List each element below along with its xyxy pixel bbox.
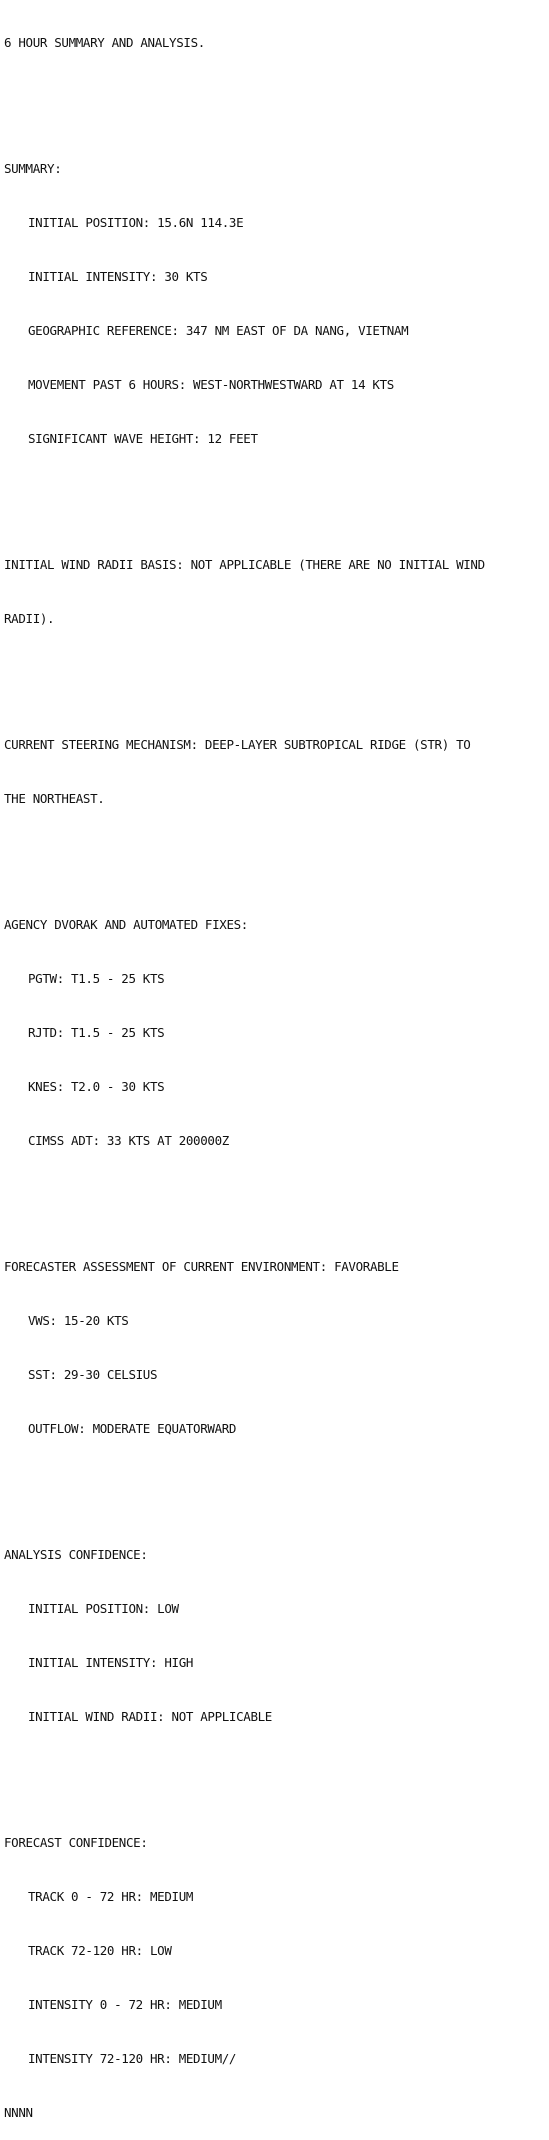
fix-rjtd: RJTD: T1.5 - 25 KTS xyxy=(28,1025,165,1040)
environment-vws: VWS: 15-20 KTS xyxy=(28,1313,129,1328)
environment-outflow: OUTFLOW: MODERATE EQUATORWARD xyxy=(28,1421,237,1436)
fix-knes: KNES: T2.0 - 30 KTS xyxy=(28,1079,165,1094)
forecast-intensity-0-72: INTENSITY 0 - 72 HR: MEDIUM xyxy=(28,1997,222,2012)
blank-line xyxy=(4,1762,485,1780)
fix-pgtw: PGTW: T1.5 - 25 KTS xyxy=(28,971,165,986)
steering-line-1: CURRENT STEERING MECHANISM: DEEP-LAYER SUBTROPICAL RIDGE (STR) TO xyxy=(4,737,471,752)
wind-radii-line-2: RADII). xyxy=(4,611,55,626)
analysis-confidence-intensity: INITIAL INTENSITY: HIGH xyxy=(28,1655,194,1670)
blank-line xyxy=(4,1474,485,1492)
analysis-confidence-heading: ANALYSIS CONFIDENCE: xyxy=(4,1547,148,1562)
blank-line xyxy=(4,1186,485,1204)
wind-radii-line-1: INITIAL WIND RADII BASIS: NOT APPLICABLE (THERE ARE NO INITIAL WIND xyxy=(4,557,485,572)
bulletin-footer: NNNN xyxy=(4,2105,33,2120)
summary-wave-height: SIGNIFICANT WAVE HEIGHT: 12 FEET xyxy=(28,431,258,446)
summary-initial-intensity: INITIAL INTENSITY: 30 KTS xyxy=(28,269,208,284)
environment-sst: SST: 29-30 CELSIUS xyxy=(28,1367,158,1382)
summary-geographic-reference: GEOGRAPHIC REFERENCE: 347 NM EAST OF DA NANG, VIETNAM xyxy=(28,323,409,338)
forecast-intensity-72-120: INTENSITY 72-120 HR: MEDIUM// xyxy=(28,2051,237,2066)
summary-movement: MOVEMENT PAST 6 HOURS: WEST-NORTHWESTWARD AT 14 KTS xyxy=(28,377,394,392)
bulletin-header: 6 HOUR SUMMARY AND ANALYSIS. xyxy=(4,35,205,50)
analysis-confidence-position: INITIAL POSITION: LOW xyxy=(28,1601,179,1616)
forecast-confidence-heading: FORECAST CONFIDENCE: xyxy=(4,1835,148,1850)
analysis-confidence-wind-radii: INITIAL WIND RADII: NOT APPLICABLE xyxy=(28,1709,272,1724)
blank-line xyxy=(4,844,485,862)
blank-line xyxy=(4,88,485,106)
forecast-track-72-120: TRACK 72-120 HR: LOW xyxy=(28,1943,172,1958)
blank-line xyxy=(4,664,485,682)
summary-heading: SUMMARY: xyxy=(4,161,62,176)
bulletin-text xyxy=(4,0,485,2140)
environment-heading: FORECASTER ASSESSMENT OF CURRENT ENVIRONMENT: FAVORABLE xyxy=(4,1259,399,1274)
blank-line xyxy=(4,484,485,502)
forecast-track-0-72: TRACK 0 - 72 HR: MEDIUM xyxy=(28,1889,194,1904)
fixes-heading: AGENCY DVORAK AND AUTOMATED FIXES: xyxy=(4,917,248,932)
fix-cimss-adt: CIMSS ADT: 33 KTS AT 200000Z xyxy=(28,1133,229,1148)
steering-line-2: THE NORTHEAST. xyxy=(4,791,105,806)
summary-initial-position: INITIAL POSITION: 15.6N 114.3E xyxy=(28,215,244,230)
